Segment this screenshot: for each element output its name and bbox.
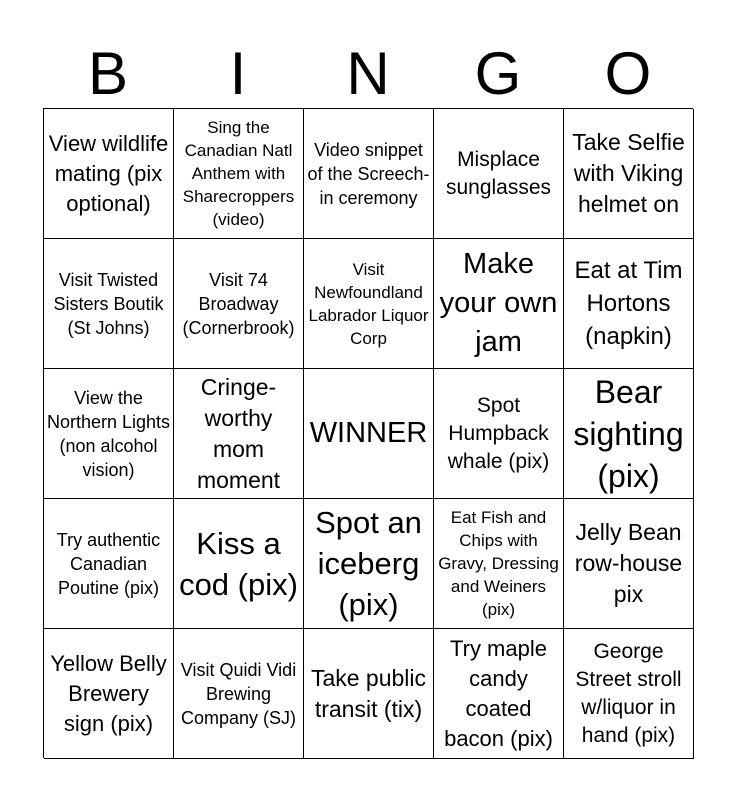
bingo-cell-r1-c4[interactable] xyxy=(434,109,564,239)
bingo-cell-r1-c2[interactable] xyxy=(174,109,304,239)
bingo-cell-r1-c5[interactable] xyxy=(564,109,694,239)
cell-text: Take public transit (tix) xyxy=(310,664,427,722)
bingo-cell-r4-c5[interactable] xyxy=(564,499,694,629)
header-letter-b: B xyxy=(87,40,129,107)
bingo-cell-r3-c4[interactable] xyxy=(434,369,564,499)
cell-text: Video snippet of the Screech-in ceremony xyxy=(307,139,430,208)
cell-text: Jelly Bean row-house pix xyxy=(574,519,683,607)
cell-text: Kiss a cod (pix) xyxy=(179,525,298,602)
cell-text: Take Selfie with Viking helmet on xyxy=(572,129,685,217)
cell-text: George Street stroll w/liquor in hand (pix) xyxy=(575,639,682,747)
cell-text: Try maple candy coated bacon (pix) xyxy=(444,635,553,751)
bingo-cell-r4-c4[interactable] xyxy=(434,499,564,629)
bingo-cell-r3-c1[interactable] xyxy=(44,369,174,499)
bingo-cell-r2-c3[interactable] xyxy=(304,239,434,369)
bingo-cell-r2-c4[interactable] xyxy=(434,239,564,369)
cell-text: Eat at Tim Hortons (napkin) xyxy=(574,257,683,350)
bingo-cell-r2-c2[interactable] xyxy=(174,239,304,369)
header-letter-i: I xyxy=(229,40,247,107)
cell-text: Visit Twisted Sisters Boutik (St Johns) xyxy=(53,269,164,338)
cell-text: Try authentic Canadian Poutine (pix) xyxy=(56,529,161,598)
cell-text: Bear sighting (pix) xyxy=(573,373,684,494)
bingo-cell-r4-c3[interactable] xyxy=(304,499,434,629)
cell-text: Spot an iceberg (pix) xyxy=(315,505,422,622)
cell-text: Yellow Belly Brewery sign (pix) xyxy=(50,650,167,736)
cell-text: Spot Humpback whale (pix) xyxy=(447,393,550,473)
header-letter-g: G xyxy=(474,40,522,107)
bingo-cell-r5-c3[interactable] xyxy=(304,629,434,759)
cell-text: Cringe-worthy mom moment xyxy=(196,373,281,493)
bingo-cell-r3-c3 free-space[interactable] xyxy=(304,369,434,499)
bingo-cell-r4-c1[interactable] xyxy=(44,499,174,629)
bingo-cell-r2-c1[interactable] xyxy=(44,239,174,369)
cell-text: View the Northern Lights (non alcohol vision) xyxy=(46,387,171,480)
header-letter-o: O xyxy=(604,40,652,107)
cell-text: Eat Fish and Chips with Gravy, Dressing and Weiners (pix) xyxy=(438,508,559,619)
bingo-cell-r4-c2[interactable] xyxy=(174,499,304,629)
header-letter-n: N xyxy=(346,40,390,107)
bingo-cell-r2-c5[interactable] xyxy=(564,239,694,369)
bingo-grid xyxy=(43,108,693,758)
cell-text: View wildlife mating (pix optional) xyxy=(48,130,169,216)
cell-text: Misplace sunglasses xyxy=(445,147,552,199)
bingo-cell-r1-c3[interactable] xyxy=(304,109,434,239)
bingo-cell-r5-c4[interactable] xyxy=(434,629,564,759)
bingo-cell-r5-c1[interactable] xyxy=(44,629,174,759)
bingo-cell-r5-c5[interactable] xyxy=(564,629,694,759)
bingo-cell-r3-c2[interactable] xyxy=(174,369,304,499)
cell-text: Make your own jam xyxy=(439,248,558,358)
cell-text: Sing the Canadian Natl Anthem with Sharecroppers (video) xyxy=(182,118,295,229)
bingo-cell-r1-c1[interactable] xyxy=(44,109,174,239)
cell-text: Visit Quidi Vidi Brewing Company (SJ) xyxy=(180,659,297,728)
bingo-header xyxy=(43,40,693,108)
free-space-text: WINNER xyxy=(309,417,428,449)
cell-text: Visit Newfoundland Labrador Liquor Corp xyxy=(308,259,429,348)
bingo-cell-r3-c5[interactable] xyxy=(564,369,694,499)
cell-text: Visit 74 Broadway (Cornerbrook) xyxy=(182,269,295,338)
bingo-cell-r5-c2[interactable] xyxy=(174,629,304,759)
